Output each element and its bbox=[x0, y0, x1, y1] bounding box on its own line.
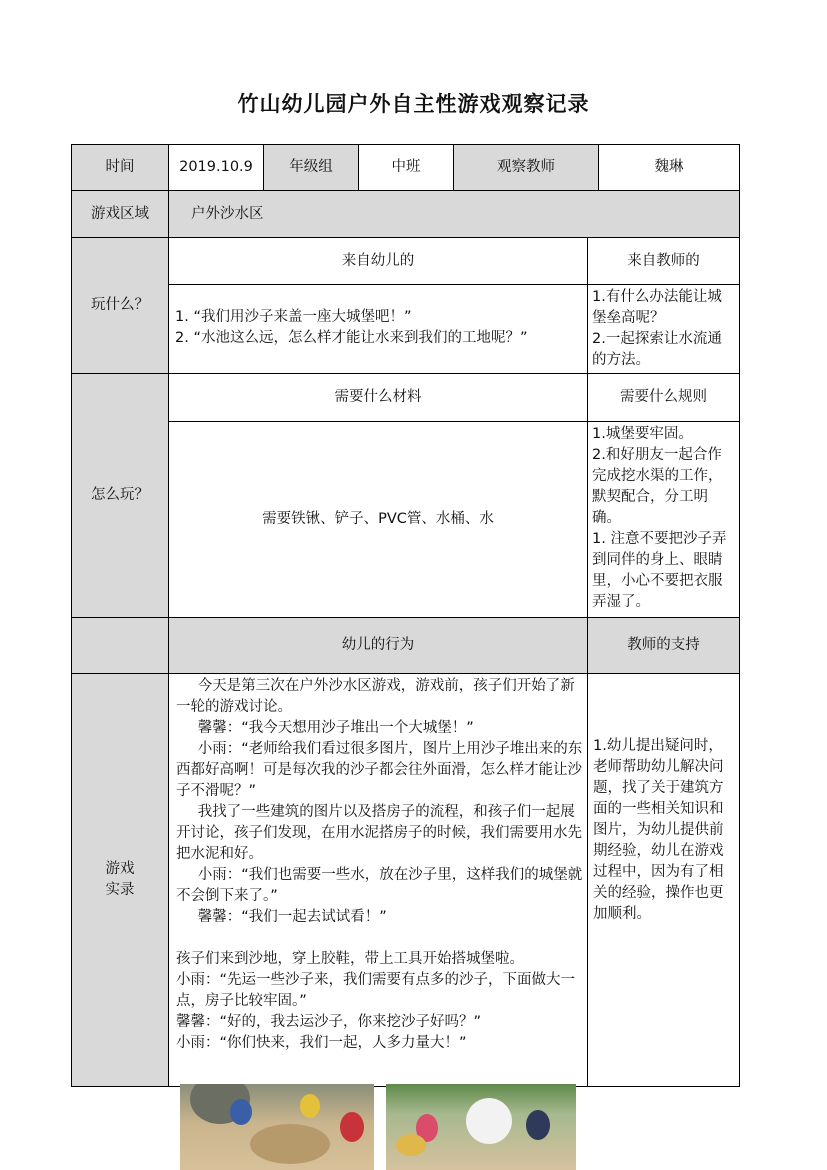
teacher-header: 来自教师的 bbox=[627, 252, 700, 269]
behavior-paragraph: 今天是第三次在户外沙水区游戏，游戏前，孩子们开始了新一轮的游戏讨论。 bbox=[176, 678, 575, 715]
how-play-label-cell bbox=[71, 373, 169, 618]
teacher-idea-1: 1.有什么办法能让城堡垒高呢？ bbox=[592, 289, 722, 326]
rule-3: 1. 注意不要把沙子弄到同伴的身上、眼睛里，小心不要把衣服弄湿了。 bbox=[592, 531, 727, 610]
rules-cell bbox=[587, 421, 740, 618]
rules-header-cell bbox=[587, 373, 740, 422]
behavior-paragraph: 小雨：“老师给我们看过很多图片，图片上用沙子堆出来的东西都好高啊！可是每次我的沙子都会往外面滑，怎么样才能让沙子不滑呢？” bbox=[176, 741, 583, 799]
behavior-paragraph: 馨馨：“好的，我去运沙子，你来挖沙子好吗？” bbox=[176, 1014, 482, 1030]
play-what-label-cell bbox=[71, 237, 169, 374]
teacher-ideas-cell bbox=[587, 284, 740, 374]
support-text: 1.幼儿提出疑问时，老师帮助幼儿解决问题，找了关于建筑方面的一些相关知识和图片，为幼儿提供前期经验，幼儿在游戏过程中，因为有了相关的经验，操作也更加顺利。 bbox=[593, 738, 724, 922]
support-header-cell bbox=[587, 617, 740, 674]
record-label-line2: 实录 bbox=[105, 882, 135, 898]
sandpit-photo-left bbox=[180, 1084, 374, 1170]
sandpit-photo-right bbox=[386, 1084, 576, 1170]
grade-value-cell bbox=[358, 144, 454, 191]
behavior-paragraph: 小雨：“你们快来，我们一起，人多力量大！” bbox=[176, 1035, 467, 1051]
behavior-header: 幼儿的行为 bbox=[341, 637, 415, 653]
grade-label-cell bbox=[263, 144, 359, 191]
time-value-cell bbox=[168, 144, 264, 191]
time-value: 2019.10.9 bbox=[179, 159, 253, 175]
teacher-label-cell bbox=[453, 144, 599, 191]
materials-header: 需要什么材料 bbox=[334, 389, 422, 405]
time-label: 时间 bbox=[105, 159, 135, 175]
how-play-label: 怎么玩？ bbox=[91, 487, 149, 503]
rule-2: 2.和好朋友一起合作完成挖水渠的工作，默契配合，分工明确。 bbox=[592, 447, 723, 526]
behavior-paragraph: 我找了一些建筑的图片以及搭房子的流程，和孩子们一起展开讨论，孩子们发现，在用水泥搭房子的时候，我们需要用水先把水泥和好。 bbox=[176, 804, 582, 862]
record-label-line1: 游戏 bbox=[105, 861, 135, 877]
area-value: 户外沙水区 bbox=[191, 205, 264, 222]
area-value-cell bbox=[168, 190, 740, 238]
children-header-cell bbox=[168, 237, 588, 285]
materials-text: 需要铁锹、铲子、PVC管、水桶、水 bbox=[262, 511, 494, 527]
children-idea-2: 2. “水池这么远，怎么样才能让水来到我们的工地呢？” bbox=[175, 330, 528, 346]
children-header: 来自幼儿的 bbox=[341, 252, 415, 269]
grade-value: 中班 bbox=[391, 159, 421, 175]
behavior-paragraph: 馨馨：“我们一起去试试看！” bbox=[197, 909, 387, 925]
area-label-cell bbox=[71, 190, 169, 238]
behavior-paragraph: 小雨：“我们也需要一些水，放在沙子里，这样我们的城堡就不会倒下来了。” bbox=[176, 867, 583, 904]
record-corner-cell bbox=[71, 617, 169, 674]
page-title: 竹山幼儿园户外自主性游戏观察记录 bbox=[237, 91, 590, 116]
behavior-cell bbox=[168, 673, 588, 1087]
teacher-value-cell bbox=[598, 144, 740, 191]
paragraph-gap bbox=[176, 928, 583, 949]
record-label-cell bbox=[71, 673, 169, 1087]
support-cell bbox=[587, 673, 740, 1087]
teacher-header-cell bbox=[587, 237, 740, 285]
rules-header: 需要什么规则 bbox=[620, 389, 707, 405]
behavior-paragraph: 馨馨：“我今天想用沙子堆出一个大城堡！” bbox=[197, 720, 474, 736]
play-what-label: 玩什么？ bbox=[91, 297, 149, 313]
teacher-label: 观察教师 bbox=[497, 159, 555, 175]
behavior-paragraph: 小雨：“先运一些沙子来，我们需要有点多的沙子，下面做大一点，房子比较牢固。” bbox=[176, 972, 576, 1009]
support-header: 教师的支持 bbox=[627, 637, 700, 653]
behavior-header-cell bbox=[168, 617, 588, 674]
teacher-idea-2: 2.一起探索让水流通的方法。 bbox=[592, 331, 722, 368]
rule-1: 1.城堡要牢固。 bbox=[592, 426, 693, 442]
materials-cell bbox=[168, 421, 588, 618]
grade-label: 年级组 bbox=[289, 159, 333, 175]
children-idea-1: 1. “我们用沙子来盖一座大城堡吧！” bbox=[175, 309, 412, 325]
materials-header-cell bbox=[168, 373, 588, 422]
time-label-cell bbox=[71, 144, 169, 191]
teacher-value: 魏琳 bbox=[654, 159, 684, 175]
area-label: 游戏区域 bbox=[91, 205, 149, 222]
behavior-paragraph: 孩子们来到沙地，穿上胶鞋，带上工具开始搭城堡啦。 bbox=[176, 951, 524, 967]
children-ideas-cell bbox=[168, 284, 588, 374]
